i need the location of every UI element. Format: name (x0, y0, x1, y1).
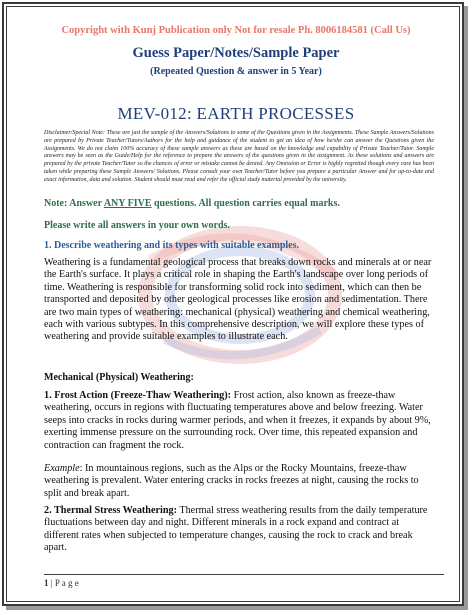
copyright-line: Copyright with Kunj Publication only Not for resale Ph. 8006184581 (Call Us) (61, 25, 411, 36)
document-subheading: (Repeated Question & answer in 5 Year) (150, 66, 322, 77)
note-prefix: Note: Answer (44, 198, 104, 209)
paragraph-weathering-intro: Weathering is a fundamental geological process that breaks down rocks and minerals at or near the Earth's surface. It plays a critical role in shaping the Earth's landscape over long periods of time. Weathering is responsible for transforming solid rock into sediment, which can then be transported and deposited by other geological processes like erosion and sedimentation. There are two main types of weathering: mechanical (physical) weathering and chemical weathering, each with various subtypes. In this comprehensive description, we will explore these types of weathering and provide suitable examples to illustrate each. (44, 257, 432, 343)
page-footer (44, 578, 79, 588)
document-heading: Guess Paper/Notes/Sample Paper (132, 45, 340, 61)
disclaimer-text: Disclaimer/Special Note: These are just the sample of the Answers/Solutions to some of the Questions given in the Assignments. These Sample Answers/Solutions are prepared by Private Teacher/Tutors/Authors for the help and guidance of the student to get an idea of how he/she can answer the Questions given the Assignments. We do not claim 100% accuracy of these sample answers as these are based on the knowledge and capability of Private Teacher/Tutor. Sample answers may be seen as the Guide/Help for the reference to prepare the answers of the questions given in the assignment. As these solutions and answers are prepared by the private Teacher/Tutor so the chances of error or mistake cannot be denied. Any Omission or Error is highly regretted though every care has been taken while preparing these Sample Answers/ Solutions. Please consult your own Teacher/Tutor before you prepare a particular Answer and for up-to-date and exact information, data and solution. Student should must read and refer the official study material provided by the university. (44, 130, 434, 183)
example-label: Example (44, 463, 80, 474)
frost-action-label: 1. Frost Action (Freeze-Thaw Weathering): (44, 390, 232, 401)
question-1: 1. Describe weathering and its types with suitable examples. (44, 240, 299, 251)
answer-note (44, 198, 340, 209)
frost-action-text: Frost action, also known as freeze-thaw weathering, occurs in regions with fluctuating temperatures above and below freezing. Water seeps into cracks in rocks during warmer periods, and when it freezes, it expands by about 9%, exerting immense pressure on the surrounding rock. Over time, this repeated expansion and contraction can fragment the rock. (44, 390, 431, 451)
paragraph-thermal-stress (44, 505, 432, 555)
course-title: MEV-012: EARTH PROCESSES (117, 104, 355, 123)
paragraph-frost-action (44, 390, 432, 452)
example-text: : In mountainous regions, such as the Alps or the Rocky Mountains, freeze-thaw weathering is prevalent. Water entering cracks in rocks freezes at night, causing the rocks to split and break apart. (44, 463, 419, 499)
page-word: P a g e (54, 578, 79, 588)
note-suffix: questions. All question carries equal marks. (151, 198, 340, 209)
instruction-line: Please write all answers in your own words. (44, 220, 230, 231)
thermal-stress-label: 2. Thermal Stress Weathering: (44, 505, 177, 516)
page-number: 1 (44, 578, 49, 588)
paragraph-example (44, 463, 432, 500)
note-emphasis: ANY FIVE (103, 198, 152, 209)
heading-mechanical-weathering: Mechanical (Physical) Weathering: (44, 372, 194, 383)
page-shadow-right (464, 6, 468, 610)
footer-divider (44, 574, 444, 575)
page-separator: | (48, 578, 55, 588)
page-shadow-bottom (6, 606, 468, 610)
thermal-stress-text: Thermal stress weathering results from the daily temperature fluctuations between day and night. Different minerals in a rock expand and contract at different rates when subjected to temperature changes, causing the rock to crack and break apart. (44, 505, 428, 554)
